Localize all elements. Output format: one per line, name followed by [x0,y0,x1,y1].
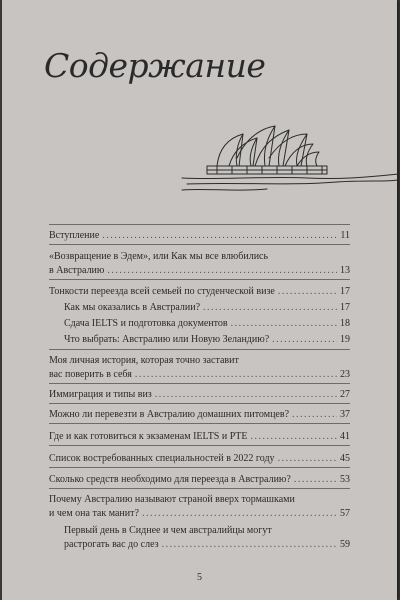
divider [49,488,350,489]
book-page [2,0,397,600]
toc-entry[interactable]: в Австралию ..... 13 [49,265,350,277]
toc-subentry[interactable]: Как мы оказались в Австралии? ..... 17 [64,302,350,314]
toc-entry[interactable]: Можно ли перевезти в Австралию домашних питомцев? ..... 37 [49,409,350,421]
page-number: 5 [197,572,202,583]
divider [49,224,350,225]
toc-entry[interactable]: Где и как готовиться к экзаменам IELTS и PTE ..... 41 [49,431,350,443]
page-title: Содержание [44,46,266,85]
toc-entry-line[interactable]: Почему Австралию называют страной вверх тормашками [49,494,295,505]
toc-entry-line[interactable]: Моя личная история, которая точно заставит [49,355,239,366]
toc-subentry[interactable]: растрогать вас до слез ..... 59 [64,539,350,551]
divider [49,423,350,424]
toc-subentry[interactable]: Что выбрать: Австралию или Новую Зеландию? ..... 19 [64,334,350,346]
toc-entry[interactable]: Иммиграция и типы виз ..... 27 [49,389,350,401]
toc-entry[interactable]: Список востребованных специальностей в 2022 году ..... 45 [49,453,350,465]
table-of-contents [2,0,397,600]
divider [49,383,350,384]
divider [49,349,350,350]
toc-subentry[interactable]: Сдача IELTS и подготовка документов ..... 18 [64,318,350,330]
divider [49,403,350,404]
toc-entry[interactable]: Вступление ..... 11 [49,230,350,242]
toc-entry[interactable]: Сколько средств необходимо для переезда в Австралию? ..... 53 [49,474,350,486]
toc-subentry-line[interactable]: Первый день в Сиднее и чем австралийцы могут [64,525,272,536]
divider [49,279,350,280]
divider [49,244,350,245]
toc-entry[interactable]: и чем она так манит? ..... 57 [49,508,350,520]
toc-entry[interactable]: вас поверить в себя ..... 23 [49,369,350,381]
divider [49,467,350,468]
toc-entry[interactable]: Тонкости переезда всей семьей по студенческой визе ..... 17 [49,286,350,298]
divider [49,445,350,446]
toc-entry-line[interactable]: «Возвращение в Эдем», или Как мы все влюбились [49,251,269,262]
